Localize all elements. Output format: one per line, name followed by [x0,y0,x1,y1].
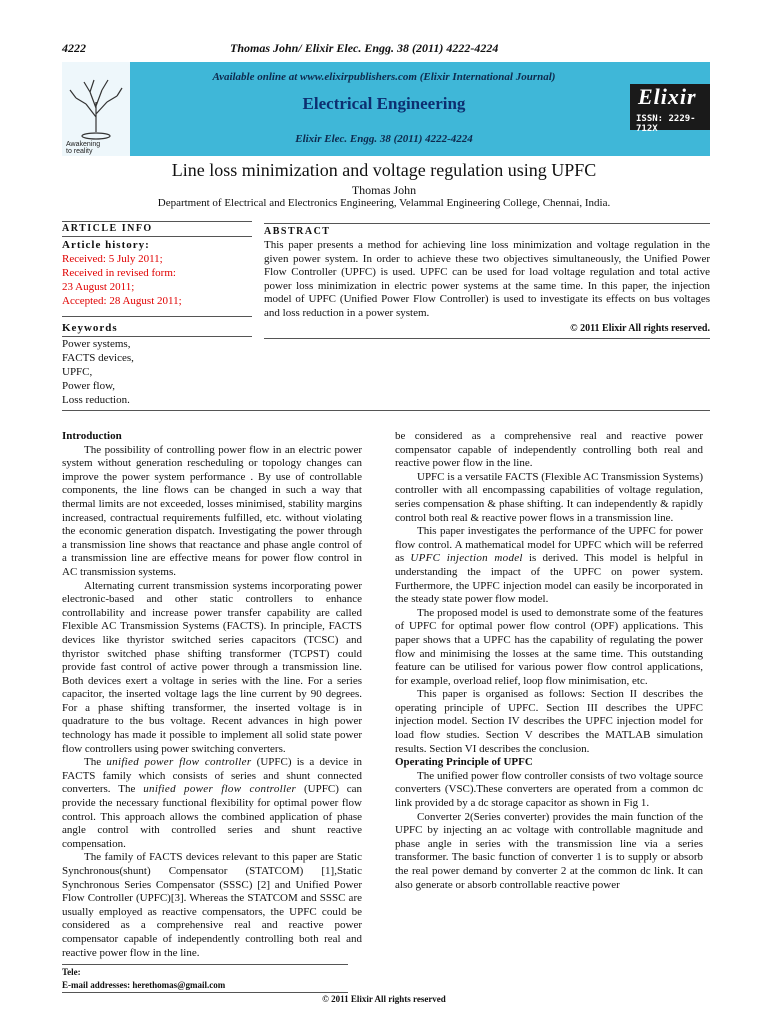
issn-label: ISSN: 2229-712X [636,114,696,134]
author-affiliation: Department of Electrical and Electronics Engineering, Velammal Engineering College, Chennai, India. [157,197,611,209]
body-column-right [395,430,703,892]
emphasis-term: unified power flow controller [143,783,297,796]
section-heading-operating-principle: Operating Principle of UPFC [395,756,533,769]
keyword-item: FACTS devices, [62,352,134,364]
divider [264,338,710,339]
body-column-left [62,430,362,959]
keywords-heading: Keywords [62,322,118,334]
divider [62,316,252,317]
logo-motto: Awakening [66,141,101,148]
emphasis-term: UPFC injection model [410,552,523,565]
divider [62,221,252,222]
available-online-line: Available online at www.elixirpublishers.com (Elixir International Journal) [212,71,556,83]
footer-divider [62,964,348,965]
footer-email: E-mail addresses: herethomas@gmail.com [62,980,226,990]
body-paragraph: The unified power flow controller consists of two voltage source converters (VSC).These converters are operated from a common dc link provided by a dc storage capacitor as shown in Fig 1. [395,769,703,810]
body-paragraph: This paper is organised as follows: Section II describes the operating principle of UPFC. Section III describes the UPFC injection model. Section IV describes the UPFC injection model for load flow studies. Section V describes the MATLAB simulation results. Section VI describes the conclusion. [395,688,703,755]
section-heading-introduction: Introduction [62,430,122,442]
footer-tele: Tele: [62,967,81,977]
article-info-heading: ARTICLE INFO [62,223,153,234]
article-history-heading: Article history: [62,239,150,251]
elixir-logo-word: Elixir [638,84,697,109]
abstract-heading: ABSTRACT [264,226,331,237]
divider [62,236,252,237]
author-name: Thomas John [351,183,417,197]
footer-divider [62,992,348,993]
keyword-item: Power flow, [62,380,116,392]
accepted-date: Accepted: 28 August 2011; [62,295,182,307]
body-paragraph: The proposed model is used to demonstrate some of the features of UPFC for optimal power flow control (OPF) applications. This paper shows that a UPFC has the capability of regulating the power flow and minimising the losses at the same time. This outstanding feature can be utilised for various power flow control applications, for example, overload relief, loop flow minimisation, etc. [395,606,703,687]
revised-date: 23 August 2011; [62,281,135,293]
elixir-logo [630,84,710,134]
body-paragraph: Converter 2(Series converter) provides the main function of the UPFC by injecting an ac voltage with controllable magnitude and phase angle in series with the transmission line via a series transformer. The basic function of converter 1 is to supply or absorb the real power demand by converter 2 at the common dc link. It can also generate or absorb controllable reactive power [395,810,703,891]
page-number: 4222 [62,41,86,55]
emphasis-term: unified power flow controller [106,756,252,769]
abstract-text: This paper presents a method for achieving line loss minimization and voltage regulation in the given power system. In order to achieve these two objectives simultaneously, the Unified Power Flow Controller (UPFC) is used. UPFC can be used for load voltage regulation and total active power loss minimization in electric power systems at the same time. In this paper, the injection model of UPFC (Unified Power Flow Controller) is used to investigate its effects on bus voltages and loss reduction in a power system. [264,239,710,319]
keyword-item: UPFC, [62,366,93,378]
paper-title: Line loss minimization and voltage regulation using UPFC [171,160,597,180]
body-paragraph: This paper investigates the performance of the UPFC for power flow control. A mathematical model for UPFC which will be referred as UPFC injection model is derived. This model is helpful in understanding the impact of the UPFC on power system. Furthermore, the UPFC injection model can easily be incorporated in the steady state power flow model. [395,525,703,606]
body-paragraph: The possibility of controlling power flow in an electric power system without generation rescheduling or topology changes can improve the power system performance . By use of controllable components, the line flows can be changed in such a way that thermal limits are not exceeded, losses minimised, stability margins increased, contractual requirements fulfilled, etc. without violating the economic generation dispatch. Investigating the power through a transmission line shows that reactance and phase angle control of a transmission line are effective means for power flow control in AC transmission systems. [62,443,362,578]
body-paragraph: Alternating current transmission systems incorporating power electronic-based and other static controllers to enhance controllability and increase power transfer capability are called Flexible AC Transmission Systems (FACTS). In principle, FACTS devices like thyristor switched series capacitors (TCSC) and thyristor switched phase shifting transformer (TCPST) could provide fast control of active power through a transmission line. Both devices exert a voltage in series with the line. For a series capacitor, the inserted voltage lags the line current by 90 degrees. For a phase shifting transformer, the inserted voltage is in quadrature to the bus voltage. Recent advances in high power technology has made it possible to implement all solid state power flow controllers using power switching converters. [62,579,362,755]
divider [62,336,252,337]
footer-copyright: © 2011 Elixir All rights reserved [322,994,446,1004]
keyword-item: Power systems, [62,338,131,350]
body-paragraph: The unified power flow controller (UPFC) is a device in FACTS family which consists of series and shunt connected converters. The unified power flow controller (UPFC) can provide the necessary functional flexibility for optimal power flow control. This approach allows the combined application of phase angle control with controlled series and shunt reactive compensation. [62,756,362,850]
divider [62,410,710,411]
body-paragraph: The family of FACTS devices relevant to this paper are Static Synchronous(shunt) Compensator (STATCOM) [1],Static Synchronous Series Compensator (SSSC) [2] and Unified Power Flow Controller (UPFC)[3]. Whereas the STATCOM and SSSC are usually employed as reactive compensators, the UPFC could be considered as a comprehensive real and reactive power compensator capable of independently controlling both real and reactive power flow in the line. [62,851,362,959]
svg-text:to reality: to reality [66,148,93,155]
keyword-item: Loss reduction. [62,394,130,406]
body-paragraph: UPFC is a versatile FACTS (Flexible AC Transmission Systems) controller with all encompassing capabilities of voltage regulation, series compensation & phase shifting. It can independently & rapidly control both real & reactive power flows in a transmission line. [395,470,703,524]
divider [264,223,710,224]
running-head: Thomas John/ Elixir Elec. Engg. 38 (2011) 4222-4224 [230,41,499,55]
journal-title: Electrical Engineering [302,94,466,113]
body-paragraph: be considered as a comprehensive real and reactive power compensator capable of independently controlling both real and reactive power flow in the line. [395,430,703,470]
abstract-copyright: © 2011 Elixir All rights reserved. [570,323,710,334]
received-date: Received: 5 July 2011; [62,253,163,265]
journal-citation: Elixir Elec. Engg. 38 (2011) 4222-4224 [295,133,473,145]
revised-label: Received in revised form: [62,267,176,279]
